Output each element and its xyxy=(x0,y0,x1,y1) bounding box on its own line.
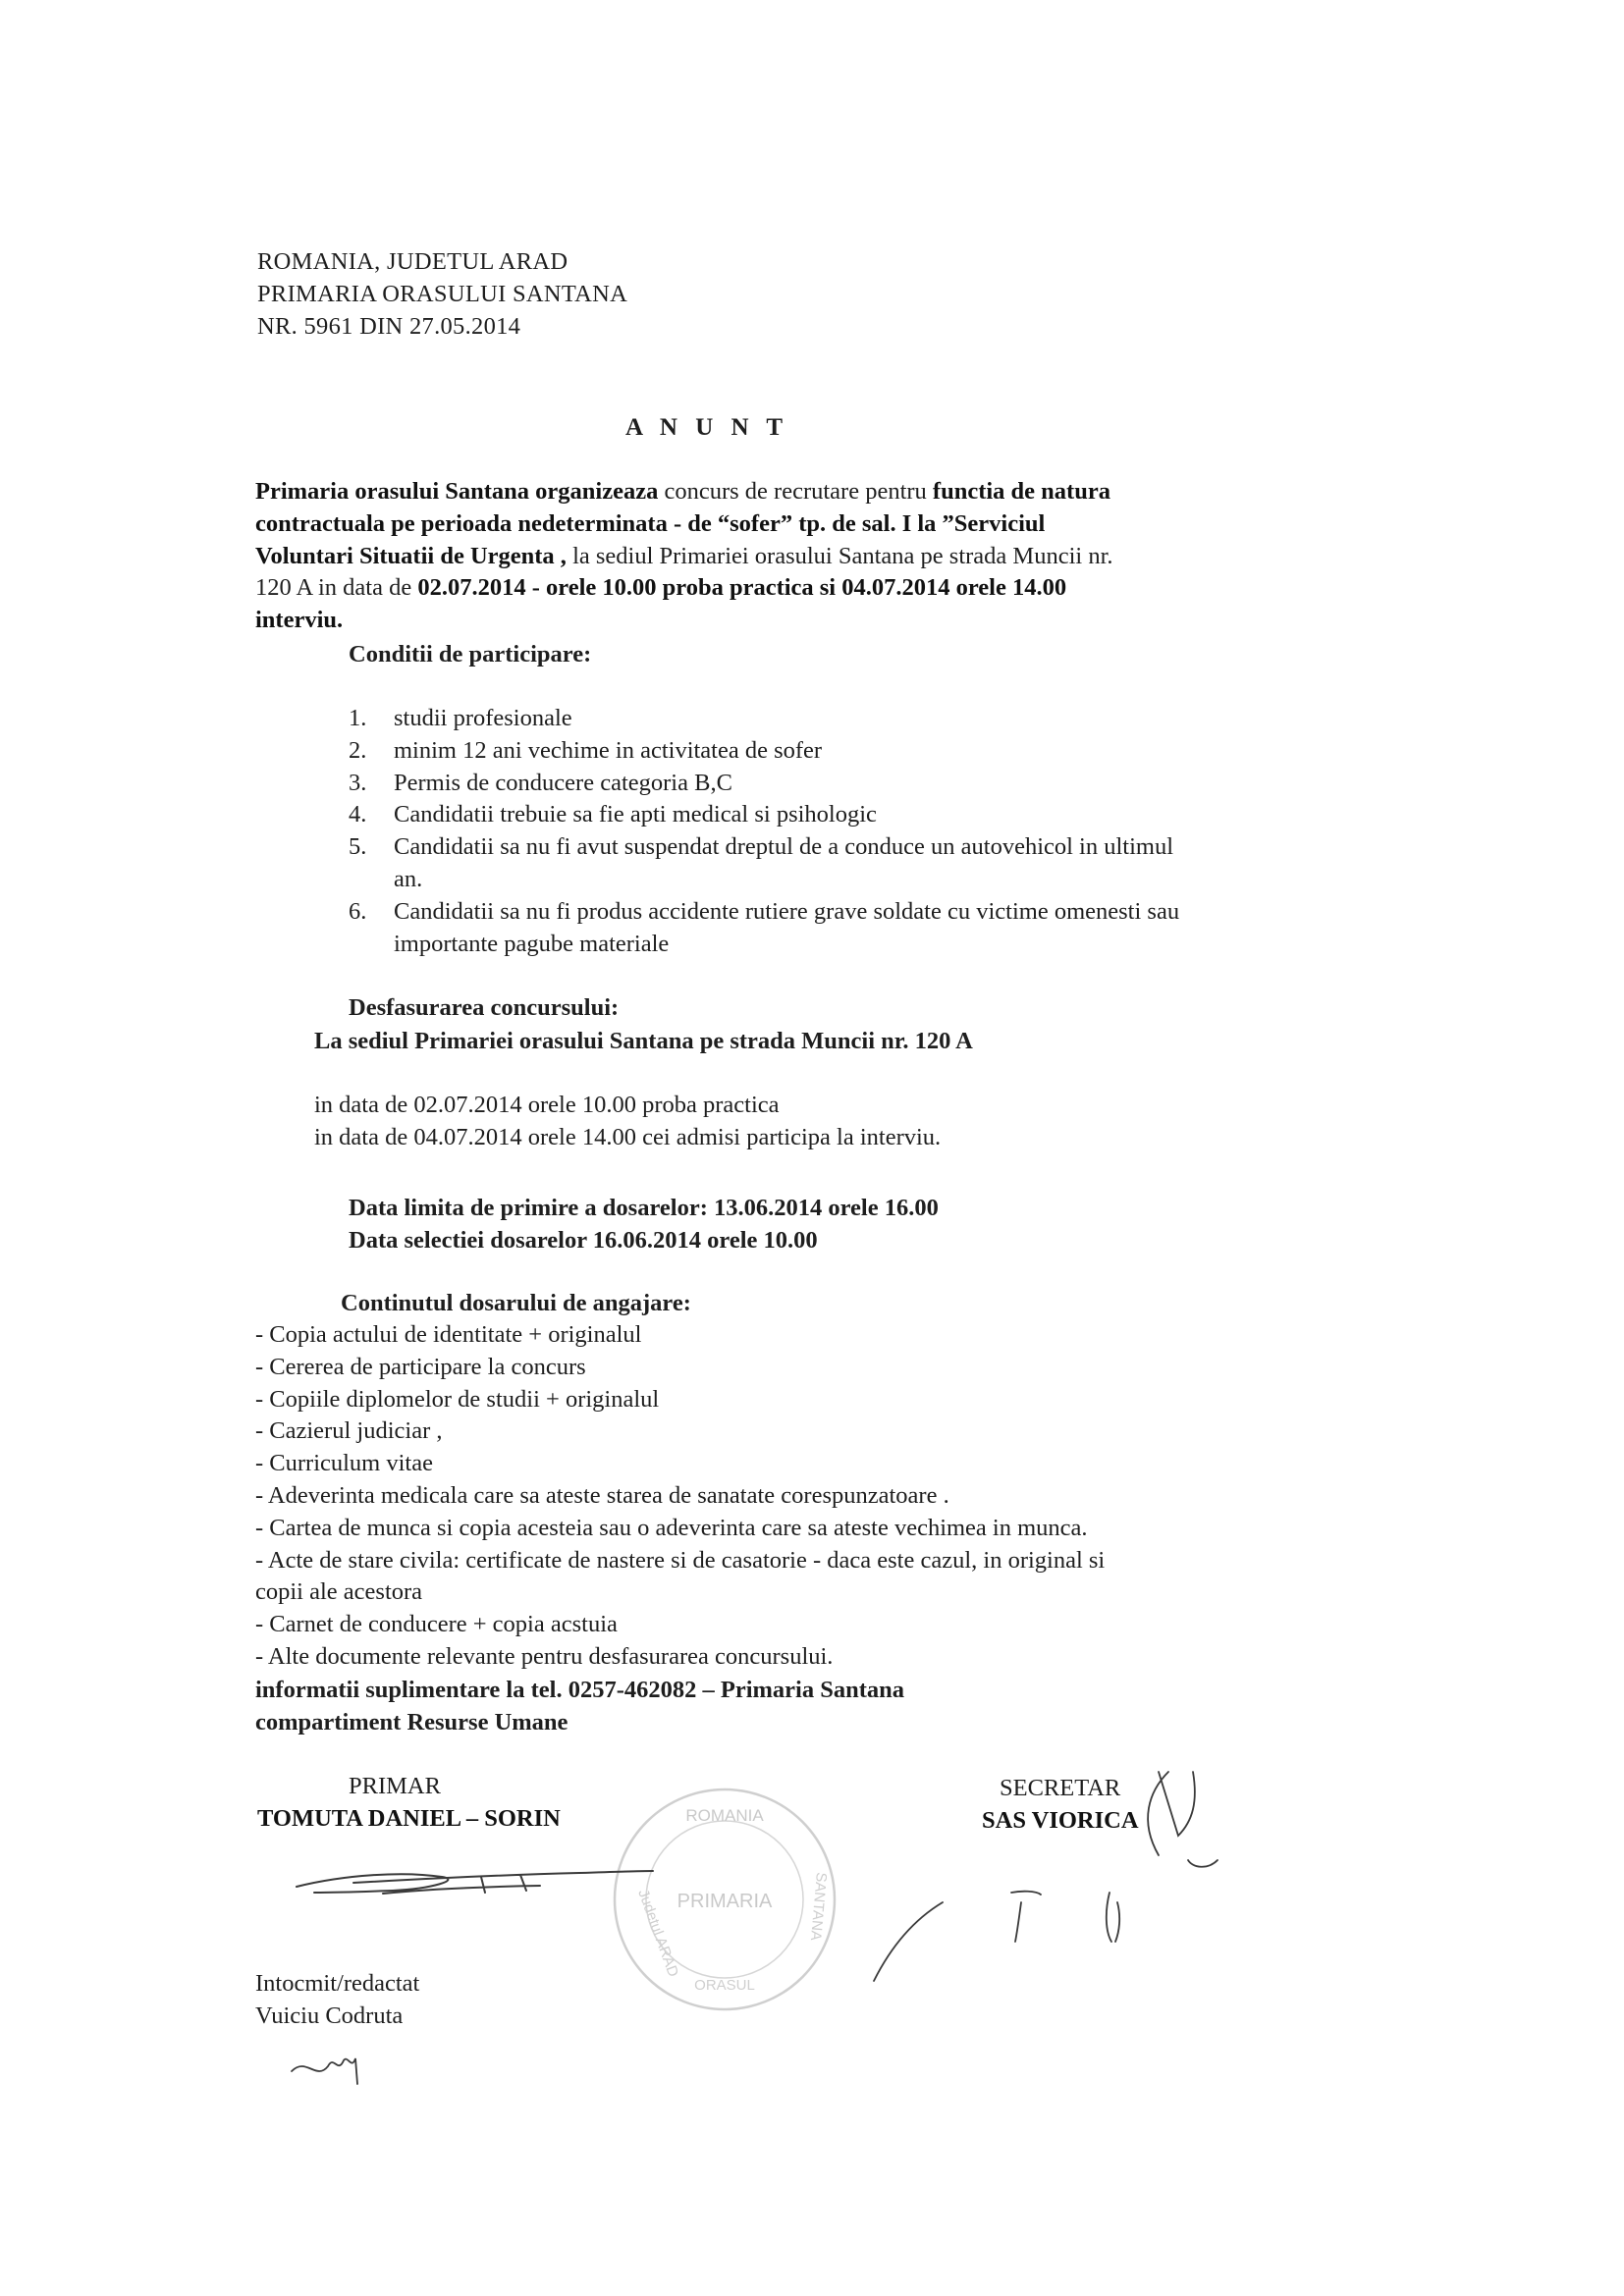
secretary-handwritten-signature xyxy=(1139,1762,1257,1880)
dossier-item: - Cererea de participare la concurs xyxy=(255,1353,586,1380)
condition-number: 3. xyxy=(349,769,367,796)
dossier-item: - Curriculum vitae xyxy=(255,1450,433,1477)
dossier-item: - Alte documente relevante pentru desfasurarea concursului. xyxy=(255,1642,834,1670)
condition-item xyxy=(349,735,1330,768)
intro-interview: interviu. xyxy=(255,607,344,634)
condition-number: 2. xyxy=(349,736,367,764)
contest-location: La sediul Primariei orasului Santana pe strada Muncii nr. 120 A xyxy=(314,1028,973,1054)
stamp-center-text: PRIMARIA xyxy=(677,1891,773,1912)
dossier-item: - Acte de stare civila: certificate de nastere si de casatorie - daca este cazul, in original si xyxy=(255,1546,1106,1574)
condition-text-continued: an. xyxy=(394,865,423,892)
stamp-top-text: ROMANIA xyxy=(685,1806,764,1825)
intro-position-type: contractuala pe perioada nedeterminata - de “sofer” tp. de sal. I la ”Serviciul xyxy=(255,509,1046,537)
condition-text: Candidatii sa nu fi avut suspendat dreptul de a conduce un autovehicol in ultimul xyxy=(394,833,1174,861)
dossier-heading: Continutul dosarului de angajare: xyxy=(341,1290,691,1316)
intro-address: 120 A in data de xyxy=(255,574,418,602)
dossier-item: copii ale acestora xyxy=(255,1578,423,1606)
document-title: A N U N T xyxy=(625,414,789,441)
contact-department: compartiment Resurse Umane xyxy=(255,1708,568,1735)
secretary-role: SECRETAR xyxy=(1000,1775,1121,1801)
condition-item xyxy=(349,896,1330,961)
intro-line xyxy=(255,541,1286,573)
dossier-list xyxy=(255,1319,1316,1674)
dossier-item: - Adeverinta medicala care sa ateste starea de sanatate corespunzatoare . xyxy=(255,1481,949,1509)
condition-item xyxy=(349,703,1330,735)
header-institution: PRIMARIA ORASULUI SANTANA xyxy=(257,281,628,307)
condition-number: 4. xyxy=(349,801,367,828)
secretary-initials xyxy=(864,1883,1159,1991)
intro-position: functia de natura xyxy=(932,478,1110,505)
stamp-bottom-text: ORASUL xyxy=(694,1977,755,1994)
mayor-signature-block xyxy=(257,1771,561,1836)
contact-phone: informatii suplimentare la tel. 0257-462082 – Primaria Santana xyxy=(255,1677,904,1703)
deadline-submission: Data limita de primire a dosarelor: 13.06.2014 orele 16.00 xyxy=(349,1195,939,1221)
mayor-handwritten-signature xyxy=(285,1853,658,1912)
condition-text: studii profesionale xyxy=(394,705,572,731)
stamp-left-text: Judetul ARAD xyxy=(634,1887,682,1980)
dossier-item: - Cazierul judiciar , xyxy=(255,1417,443,1445)
condition-text: Permis de conducere categoria B,C xyxy=(394,769,732,796)
header-country-county: ROMANIA, JUDETUL ARAD xyxy=(257,248,568,275)
contest-date-interview: in data de 04.07.2014 orele 14.00 cei admisi participa la interviu. xyxy=(314,1123,942,1150)
contest-date-practical: in data de 02.07.2014 orele 10.00 proba practica xyxy=(314,1092,780,1118)
intro-service: Voluntari Situatii de Urgenta , xyxy=(255,542,567,569)
stamp-right-text: SANTANA xyxy=(806,1871,830,1942)
prepared-by-name: Vuiciu Codruta xyxy=(255,2002,404,2029)
deadline-selection: Data selectiei dosarelor 16.06.2014 orele 10.00 xyxy=(349,1226,818,1254)
preparer-handwritten-signature xyxy=(287,2037,385,2096)
prepared-by-label: Intocmit/redactat xyxy=(255,1970,420,1997)
deadlines xyxy=(349,1193,939,1257)
contest-procedure-heading: Desfasurarea concursului: xyxy=(349,994,620,1021)
mayor-role: PRIMAR xyxy=(349,1773,441,1799)
condition-number: 1. xyxy=(349,705,367,731)
condition-item xyxy=(349,799,1330,831)
condition-number: 5. xyxy=(349,833,367,861)
intro-paragraph xyxy=(255,476,1286,637)
secretary-name: SAS VIORICA xyxy=(982,1806,1139,1834)
intro-line xyxy=(255,572,1286,605)
mayor-name: TOMUTA DANIEL – SORIN xyxy=(257,1804,561,1832)
dossier-item: - Cartea de munca si copia acesteia sau o adeverinta care sa ateste vechimea in munca. xyxy=(255,1514,1088,1541)
contact-info xyxy=(255,1675,904,1739)
condition-item xyxy=(349,768,1330,800)
prepared-by-block xyxy=(255,1968,419,2033)
condition-number: 6. xyxy=(349,897,367,925)
document-header xyxy=(257,245,627,343)
header-registration-number: NR. 5961 DIN 27.05.2014 xyxy=(257,313,521,340)
dossier-item: - Copia actului de identitate + originalul xyxy=(255,1321,642,1348)
condition-text-continued: importante pagube materiale xyxy=(394,930,670,957)
secretary-signature-block xyxy=(982,1773,1139,1838)
intro-text: concurs de recrutare pentru xyxy=(658,478,933,505)
intro-line xyxy=(255,508,1286,541)
intro-line xyxy=(255,476,1286,508)
intro-organizer: Primaria orasului Santana organizeaza xyxy=(255,478,659,505)
condition-text: Candidatii trebuie sa fie apti medical si psihologic xyxy=(394,801,877,828)
intro-location: la sediul Primariei orasului Santana pe strada Muncii nr. xyxy=(566,542,1113,569)
intro-dates: 02.07.2014 - orele 10.00 proba practica si 04.07.2014 orele 14.00 xyxy=(417,574,1067,602)
conditions-list xyxy=(349,703,1330,960)
dossier-item: - Copiile diplomelor de studii + originalul xyxy=(255,1385,660,1413)
conditions-heading: Conditii de participare: xyxy=(349,641,592,667)
condition-text: Candidatii sa nu fi produs accidente rutiere grave soldate cu victime omenesti sau xyxy=(394,897,1180,925)
condition-text: minim 12 ani vechime in activitatea de sofer xyxy=(394,736,823,764)
contest-dates xyxy=(314,1090,941,1154)
dossier-item: - Carnet de conducere + copia acstuia xyxy=(255,1611,618,1638)
intro-line xyxy=(255,605,1286,637)
condition-item xyxy=(349,831,1330,896)
